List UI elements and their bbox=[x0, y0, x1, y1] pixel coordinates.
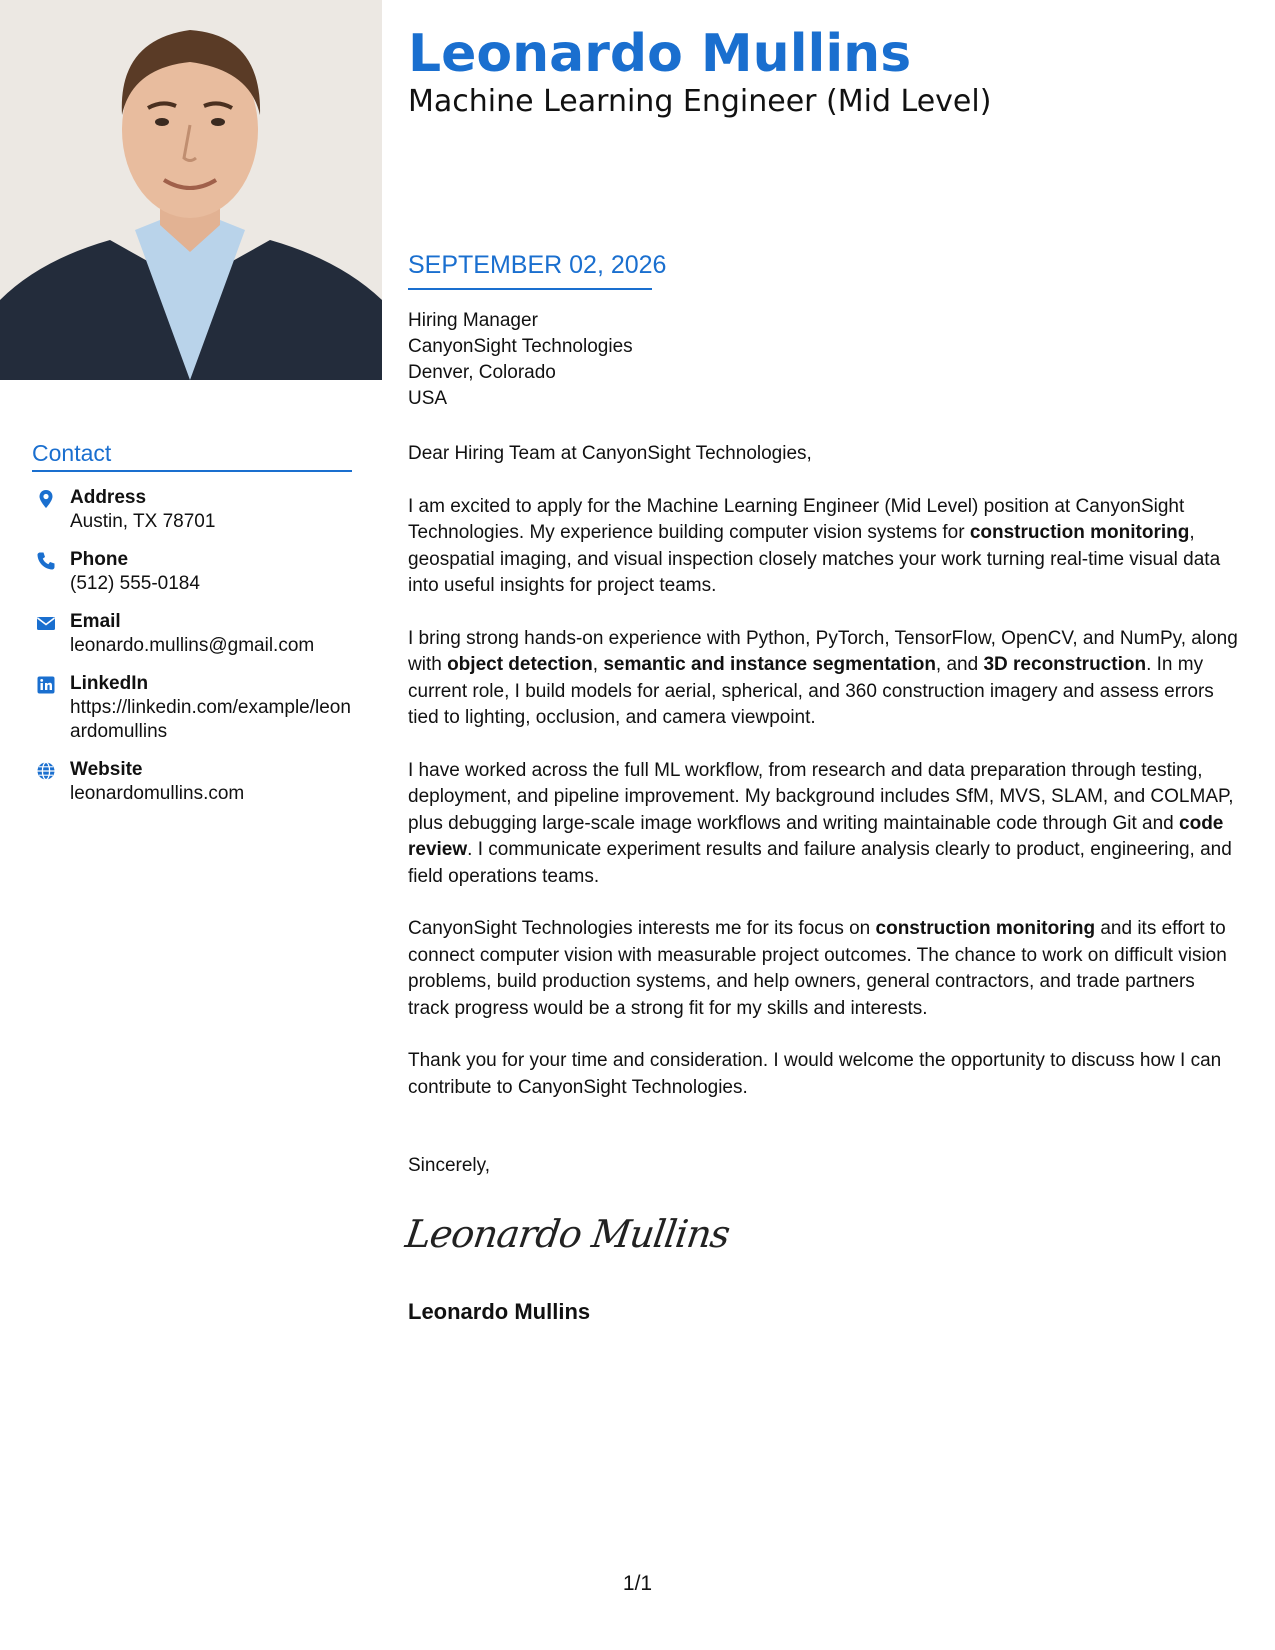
profile-photo bbox=[0, 0, 382, 380]
contact-label: Email bbox=[70, 611, 121, 632]
phone-icon bbox=[36, 551, 56, 571]
bold-text: construction monitoring bbox=[969, 522, 1190, 543]
bold-text: semantic and instance segmentation bbox=[603, 654, 936, 675]
contact-label: Website bbox=[70, 759, 143, 780]
text: I have worked across the full ML workflow, from research and data preparation through testing, deployment, and pipeline improvement. My background includes SfM, MVS, SLAM, and COLMAP, plus debugging large-scale image workflows and writing maintainable code through Git and bbox=[408, 759, 1234, 834]
closing-text: Sincerely, bbox=[408, 1155, 491, 1176]
linkedin-value[interactable]: https://linkedin.com/example/leonardomullins bbox=[70, 697, 351, 742]
letter-body bbox=[408, 441, 1238, 1127]
text: . In my current role, I build models for aerial, spherical, and 360 construction imagery and assess errors tied to lighting, occlusion, and camera viewpoint. bbox=[408, 654, 1214, 728]
text: I bring strong hands-on experience with Python, PyTorch, TensorFlow, OpenCV, and NumPy, along with bbox=[408, 627, 1238, 675]
contact-section bbox=[32, 438, 352, 820]
recipient-company: CanyonSight Technologies bbox=[408, 336, 633, 357]
contact-label: Address bbox=[70, 487, 147, 508]
portrait-image bbox=[0, 0, 382, 380]
text: and its effort to connect computer vision with measurable project outcomes. The chance to work on difficult vision problems, build production systems, and help owners, general contractors, and trade partners track progress would be a strong fit for my skills and interests. bbox=[408, 918, 1227, 1019]
recipient-block bbox=[408, 308, 633, 412]
contact-item-website bbox=[32, 758, 352, 806]
handwritten-signature: Leonardo Mullins bbox=[402, 1212, 733, 1256]
text: . I communicate experiment results and failure analysis clearly to product, engineering, and field operations teams. bbox=[408, 839, 1232, 887]
contact-item-address bbox=[32, 486, 352, 534]
paragraph-1 bbox=[408, 494, 1238, 600]
contact-label: LinkedIn bbox=[70, 673, 149, 694]
recipient-title: Hiring Manager bbox=[408, 310, 538, 331]
paragraph-4 bbox=[408, 916, 1238, 1022]
text: , and bbox=[935, 654, 984, 675]
text: , bbox=[592, 654, 604, 675]
bold-text: construction monitoring bbox=[875, 918, 1096, 939]
linkedin-icon bbox=[36, 675, 56, 695]
bold-text: 3D reconstruction bbox=[983, 654, 1147, 675]
address-value: Austin, TX 78701 bbox=[70, 511, 216, 532]
contact-list bbox=[32, 486, 352, 806]
text: , geospatial imaging, and visual inspection closely matches your work turning real-time visual data into useful insights for project teams. bbox=[408, 522, 1221, 596]
paragraph-3 bbox=[408, 758, 1238, 891]
paragraph-5: Thank you for your time and consideration. I would welcome the opportunity to discuss how I can contribute to CanyonSight Technologies. bbox=[408, 1050, 1222, 1098]
bold-text: code review bbox=[408, 812, 1224, 860]
globe-icon bbox=[36, 761, 56, 781]
contact-label: Phone bbox=[70, 549, 129, 570]
email-icon bbox=[36, 613, 56, 633]
letter-header bbox=[408, 22, 1228, 120]
paragraph-2 bbox=[408, 626, 1238, 732]
date-section bbox=[408, 248, 667, 290]
contact-heading: Contact bbox=[32, 438, 352, 472]
recipient-country: USA bbox=[408, 388, 448, 409]
page-number: 1/1 bbox=[622, 1572, 653, 1595]
applicant-role: Machine Learning Engineer (Mid Level) bbox=[408, 84, 992, 119]
email-value[interactable]: leonardo.mullins@gmail.com bbox=[70, 635, 315, 656]
map-pin-icon bbox=[36, 489, 56, 509]
bold-text: object detection bbox=[447, 654, 593, 675]
contact-item-email bbox=[32, 610, 352, 658]
website-value[interactable]: leonardomullins.com bbox=[70, 783, 245, 804]
letter-date: SEPTEMBER 02, 2026 bbox=[408, 248, 652, 290]
salutation: Dear Hiring Team at CanyonSight Technologies, bbox=[408, 443, 812, 464]
contact-item-phone bbox=[32, 548, 352, 596]
contact-item-linkedin bbox=[32, 672, 352, 744]
recipient-city: Denver, Colorado bbox=[408, 362, 556, 383]
text: CanyonSight Technologies interests me for its focus on bbox=[408, 918, 876, 939]
phone-value[interactable]: (512) 555-0184 bbox=[70, 573, 200, 594]
applicant-name: Leonardo Mullins bbox=[408, 24, 912, 84]
text: I am excited to apply for the Machine Learning Engineer (Mid Level) position at CanyonSight Technologies. My experience building computer vision systems for bbox=[408, 495, 1185, 543]
signature-name: Leonardo Mullins bbox=[408, 1299, 591, 1324]
